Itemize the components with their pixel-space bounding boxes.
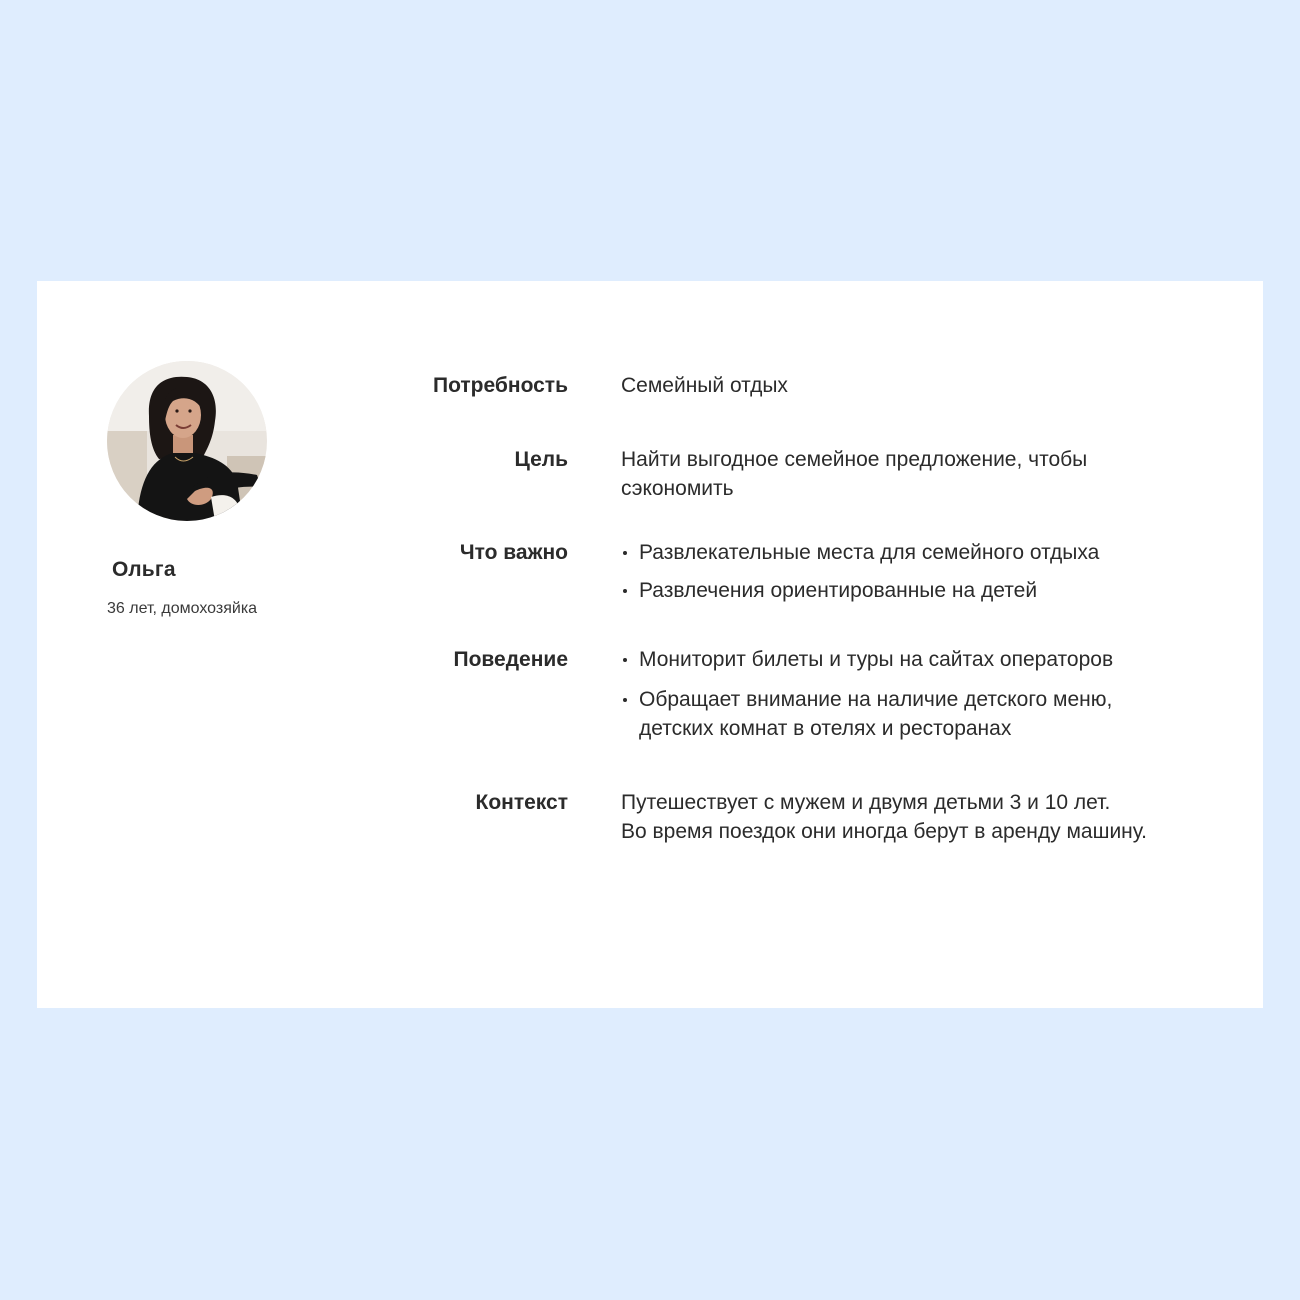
row-need-value: Семейный отдых [621,374,788,397]
row-important-label: Что важно [459,541,568,564]
row-important-value [621,538,1221,605]
behavior-list [621,645,1221,743]
row-context-label: Контекст [475,791,568,814]
row-goal-label: Цель [514,448,568,471]
persona-name: Ольга [112,558,176,581]
list-item: Мониторит билеты и туры на сайтах операторов [621,645,1221,674]
row-behavior-value [621,645,1221,743]
list-item: Развлечения ориентированные на детей [621,576,1221,605]
persona-card [37,281,1263,1008]
row-goal-value [621,445,1221,503]
row-context-value [621,788,1221,846]
row-need-label: Потребность [433,374,568,397]
row-goal-line: Найти выгодное семейное предложение, чтобы [621,448,1088,471]
important-list [621,538,1221,605]
row-context-line: Путешествует с мужем и двумя детьми 3 и 10 лет. [621,791,1111,814]
row-behavior-label: Поведение [453,648,568,671]
row-context-line: Во время поездок они иногда берут в аренду машину. [621,820,1148,843]
list-item: Развлекательные места для семейного отдыха [621,538,1221,567]
list-item-line: Обращает внимание на наличие детского меню, [639,688,1113,711]
persona-avatar [107,361,267,521]
persona-photo [107,361,267,521]
persona-age-occupation: 36 лет, домохозяйка [107,600,258,617]
list-item [621,685,1221,743]
row-goal-line: сэкономить [621,477,734,500]
list-item-line: детских комнат в отелях и ресторанах [639,717,1012,740]
